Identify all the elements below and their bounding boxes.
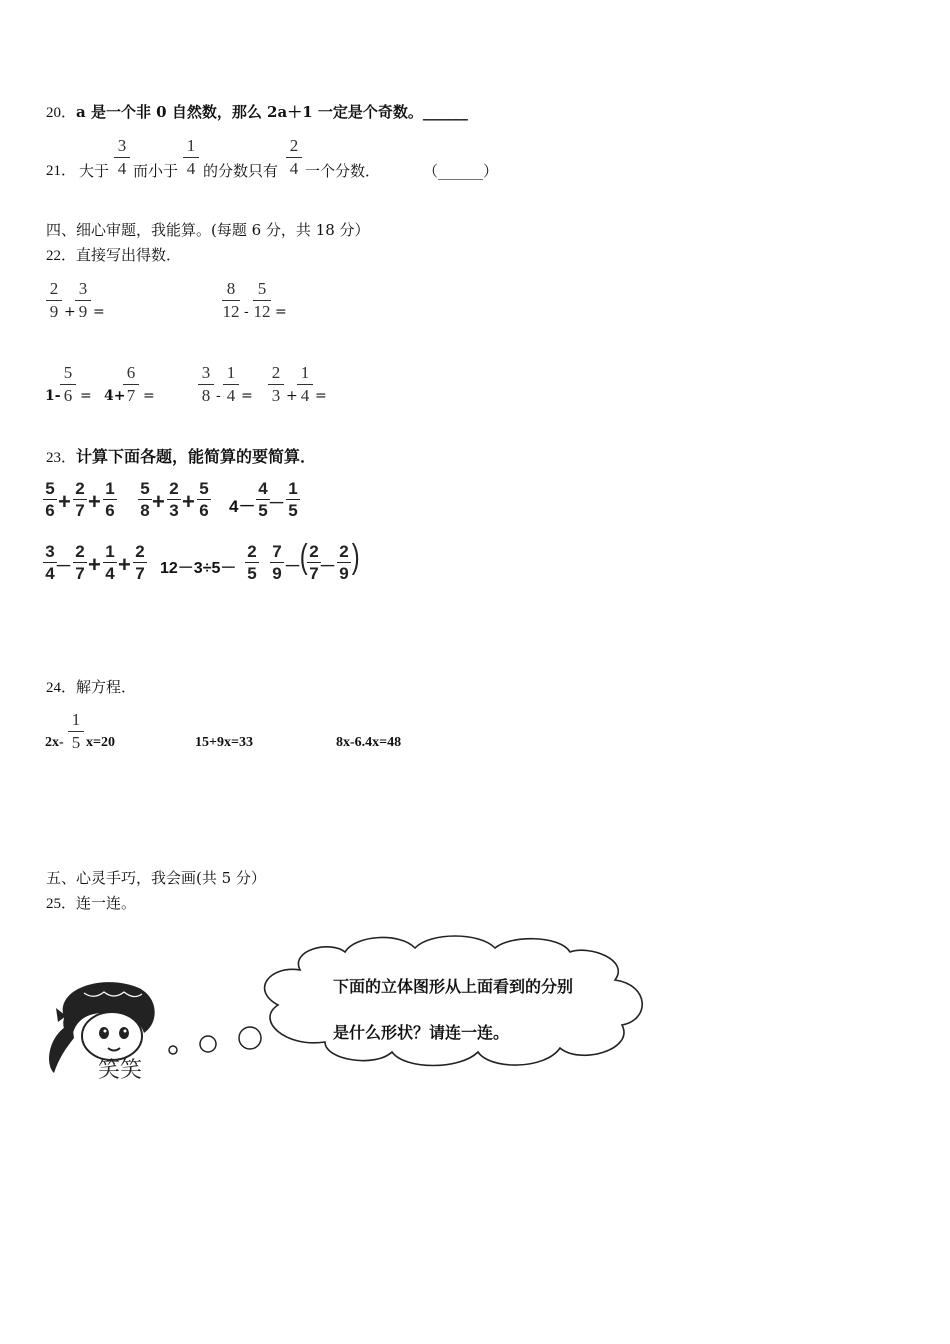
question-text-part: 而小于 — [133, 162, 179, 180]
expression-prefix: 4－ — [229, 497, 256, 516]
operator: - — [216, 388, 221, 404]
fraction: 5 6 — [196, 479, 212, 520]
fraction: 3 8 — [196, 363, 216, 406]
question-text: 解方程． — [76, 678, 137, 696]
denominator: 4 — [289, 159, 299, 178]
expression-prefix: 12－3÷5－ — [160, 560, 237, 577]
fraction: 1 6 — [102, 479, 118, 520]
fraction: 2 3 — [166, 479, 182, 520]
equals-sign: = — [275, 304, 287, 320]
equals-sign: = — [93, 304, 105, 320]
question-number: 22． — [46, 248, 77, 264]
operator: + — [182, 489, 195, 514]
operator: + — [88, 552, 101, 577]
denominator: 4 — [186, 159, 196, 178]
equation-1-prefix: 2x- — [45, 735, 64, 750]
operator: + — [64, 304, 76, 320]
question-text: a 是一个非 0 自然数，那么 2a＋1 一定是个奇数。______ — [76, 103, 468, 121]
question-25 — [46, 893, 136, 914]
fraction: 1 5 — [285, 479, 301, 520]
left-paren: ( — [299, 538, 308, 576]
fraction: 2 9 — [336, 542, 352, 583]
equals-sign: = — [80, 388, 92, 404]
fraction — [284, 136, 304, 179]
fraction: 7 9 — [269, 542, 285, 583]
operator: － — [268, 494, 285, 513]
expression-prefix: 1- — [45, 388, 61, 404]
equals-sign: = — [241, 388, 253, 404]
bubble-text-line-1: 下面的立体图形从上面看到的分别 — [333, 977, 574, 996]
answer-blank: （______） — [423, 162, 499, 180]
operator: - — [244, 304, 249, 320]
question-20 — [46, 102, 468, 123]
question-text-part: 大于 — [79, 162, 110, 180]
question-text: 连一连。 — [76, 894, 137, 912]
character-label: 笑笑 — [98, 1058, 143, 1083]
operator: + — [88, 489, 101, 514]
operator: + — [286, 388, 298, 404]
question-text: 计算下面各题，能简算的要简算． — [76, 447, 317, 466]
fraction: 2 7 — [72, 479, 88, 520]
question-22 — [46, 245, 181, 266]
section-4-title: 四、细心审题，我能算。(每题 6 分，共 18 分） — [46, 221, 370, 239]
question-number: 21． — [46, 163, 77, 179]
question-text-part: 一个分数． — [305, 162, 381, 180]
denominator: 4 — [117, 159, 127, 178]
fraction: 1 4 — [221, 363, 241, 406]
fraction: 2 3 — [266, 363, 286, 406]
fraction: 5 8 — [137, 479, 153, 520]
question-text-part: 的分数只有 — [203, 162, 279, 180]
equals-sign: = — [315, 388, 327, 404]
question-24 — [46, 677, 136, 698]
question-number: 20． — [46, 105, 77, 121]
fraction: 1 4 — [295, 363, 315, 406]
fraction: 2 7 — [72, 542, 88, 583]
fraction: 3 4 — [42, 542, 58, 583]
question-number: 25． — [46, 896, 77, 912]
fraction: 1 4 — [102, 542, 118, 583]
equation-3: 8x-6.4x=48 — [336, 735, 402, 750]
question-number: 23． — [46, 450, 77, 466]
fraction: 2 7 — [132, 542, 148, 583]
fraction: 4 5 — [255, 479, 271, 520]
fraction: 5 6 — [42, 479, 58, 520]
equation-1-suffix: x=20 — [86, 735, 115, 750]
operator: － — [284, 557, 301, 576]
operator: + — [58, 489, 71, 514]
question-text: 直接写出得数． — [76, 246, 182, 264]
fraction: 1 5 — [66, 710, 86, 753]
numerator: 2 — [289, 136, 299, 155]
bubble-text-line-2: 是什么形状？请连一连。 — [333, 1023, 510, 1042]
question-23 — [46, 447, 316, 468]
fraction: 2 5 — [244, 542, 260, 583]
fraction: 5 12 — [253, 279, 271, 321]
operator: － — [319, 557, 336, 576]
fraction: 6 7 — [121, 363, 141, 406]
operator: － — [55, 557, 72, 576]
fraction: 5 6 — [58, 363, 78, 406]
expression-prefix: 4+ — [104, 388, 126, 404]
numerator: 3 — [117, 136, 127, 155]
numerator: 1 — [186, 136, 196, 155]
question-number: 24． — [46, 680, 77, 696]
fraction: 2 9 — [44, 279, 64, 322]
fraction: 8 12 — [222, 279, 240, 321]
fraction: 3 9 — [73, 279, 93, 322]
right-paren: ) — [351, 538, 360, 576]
fraction: 2 7 — [306, 542, 322, 583]
fraction — [112, 136, 132, 179]
operator: + — [118, 552, 131, 577]
equals-sign: = — [143, 388, 155, 404]
operator: + — [152, 489, 165, 514]
section-5-title: 五、心灵手巧，我会画(共 5 分） — [46, 869, 266, 887]
fraction — [181, 136, 201, 179]
equation-2: 15+9x=33 — [195, 735, 253, 750]
thought-bubble — [160, 930, 700, 1080]
